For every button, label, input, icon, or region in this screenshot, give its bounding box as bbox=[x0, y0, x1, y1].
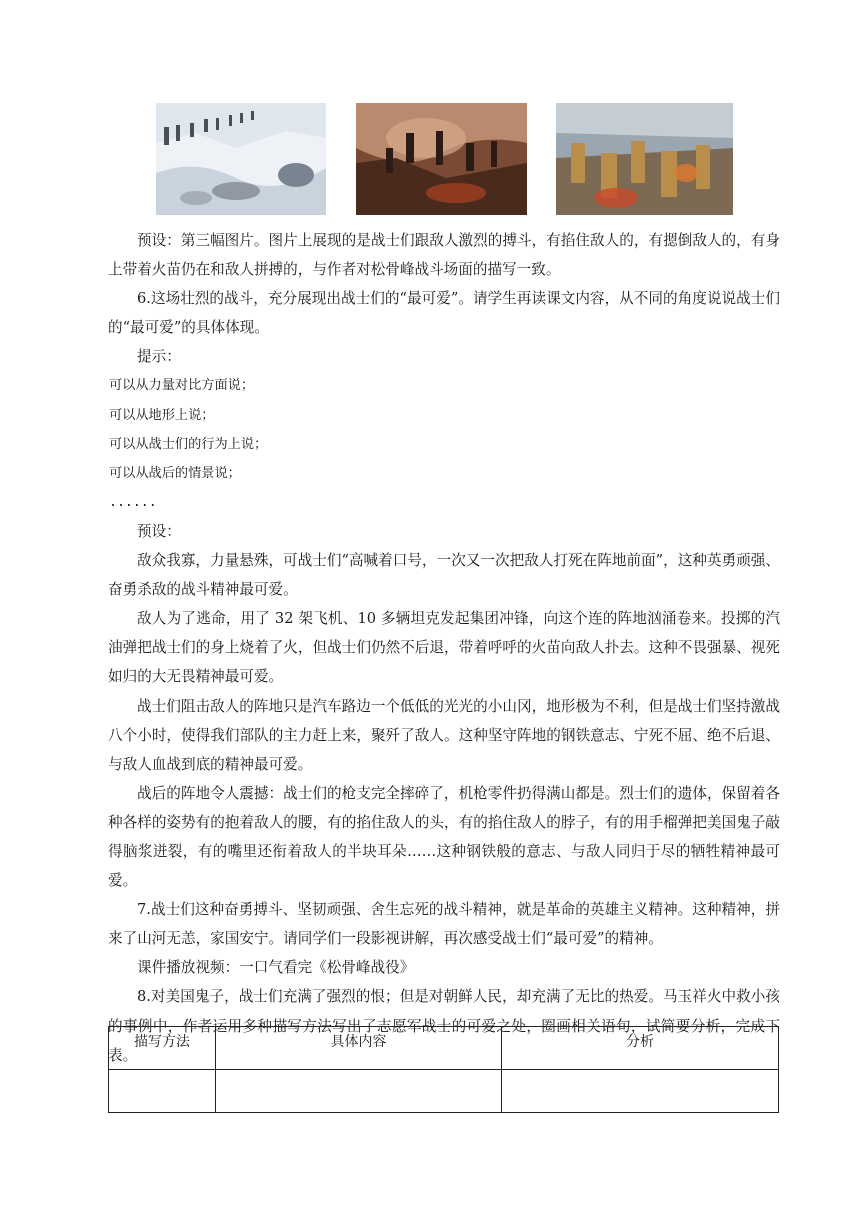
table-cell[interactable] bbox=[502, 1070, 779, 1113]
paragraph-strength: 敌众我寡，力量悬殊，可战士们“高喊着口号，一次又一次把敌人打死在阵地前面”，这种英勇顽强、奋勇杀敌的战斗精神最可爱。 bbox=[108, 552, 780, 599]
paragraph-terrain: 战士们阻击敌人的阵地只是汽车路边一个低低的光光的小山冈，地形极为不利，但是战士们坚持激战八个小时，使得我们部队的主力赶上来，聚歼了敌人。这种坚守阵地的钢铁意志、宁死不屈、绝不后退、与敌人血战到底的精神最可爱。 bbox=[108, 697, 780, 773]
video-note: 课件播放视频：一口气看完《松骨峰战役》 bbox=[137, 959, 415, 977]
table-row bbox=[109, 1070, 779, 1113]
hint-item: 可以从力量对比方面说； bbox=[109, 378, 255, 394]
table-header-content: 具体内容 bbox=[216, 1027, 502, 1070]
hint-item: 可以从地形上说； bbox=[109, 407, 215, 423]
hint-item: 可以从战后的情景说； bbox=[109, 465, 241, 481]
paragraph-preset-answer: 预设：第三幅图片。图片上展现的是战士们跟敌人激烈的搏斗，有掐住敌人的，有摁倒敌人的，有身上带着火苗仍在和敌人拼搏的，与作者对松骨峰战斗场面的描写一致。 bbox=[108, 232, 780, 279]
paragraph-fearless: 敌人为了逃命，用了 32 架飞机、10 多辆坦克发起集团冲锋，向这个连的阵地汹涌卷来。投掷的汽油弹把战士们的身上烧着了火，但战士们仍然不后退，带着呼呼的火苗向敌人扑去。这种不畏强暴、视死如归的大无畏精神最可爱。 bbox=[108, 610, 780, 686]
paragraph-aftermath: 战后的阵地令人震撼：战士们的枪支完全摔碎了，机枪零件扔得满山都是。烈士们的遗体，保留着各种各样的姿势有的抱着敌人的腰，有的掐住敌人的头，有的掐住敌人的脖子，有的用手榴弹把美国鬼子敲得脑浆迸裂，有的嘴里还衔着敌人的半块耳朵……这种钢铁般的意志、与敌人同归于尽的牺牲精神最可爱。 bbox=[108, 784, 780, 890]
table-header-row bbox=[109, 1027, 779, 1070]
table-header-analysis: 分析 bbox=[502, 1027, 779, 1070]
table-cell[interactable] bbox=[109, 1070, 216, 1113]
question-6: 6.这场壮烈的战斗，充分展现出战士们的“最可爱”。请学生再读课文内容，从不同的角度说说战士们的“最可爱”的具体体现。 bbox=[108, 290, 780, 337]
hint-item: 可以从战士们的行为上说； bbox=[109, 436, 268, 452]
analysis-table bbox=[108, 1026, 779, 1113]
battle-painting-image bbox=[356, 103, 527, 215]
question-8: 8.对美国鬼子，战士们充满了强烈的恨；但是对朝鲜人民，却充满了无比的热爱。马玉祥火中救小孩的事例中，作者运用多种描写方法写出了志愿军战士的可爱之处，圈画相关语句，试简要分析，完成下表。 bbox=[108, 988, 780, 1064]
hint-label: 提示： bbox=[137, 348, 181, 366]
table-header-method: 描写方法 bbox=[109, 1027, 216, 1070]
table-cell[interactable] bbox=[216, 1070, 502, 1113]
hint-ellipsis: ...... bbox=[109, 494, 157, 510]
preset-label: 预设： bbox=[137, 522, 181, 540]
snow-battlefield-image bbox=[156, 103, 326, 215]
soldiers-fighting-image bbox=[556, 103, 733, 215]
main-text bbox=[108, 226, 780, 1070]
question-7: 7.战士们这种奋勇搏斗、坚韧顽强、舍生忘死的战斗精神，就是革命的英雄主义精神。这种精神，拼来了山河无恙，家国安宁。请同学们一段影视讲解，再次感受战士们“最可爱”的精神。 bbox=[108, 901, 780, 948]
image-strip bbox=[0, 103, 860, 217]
